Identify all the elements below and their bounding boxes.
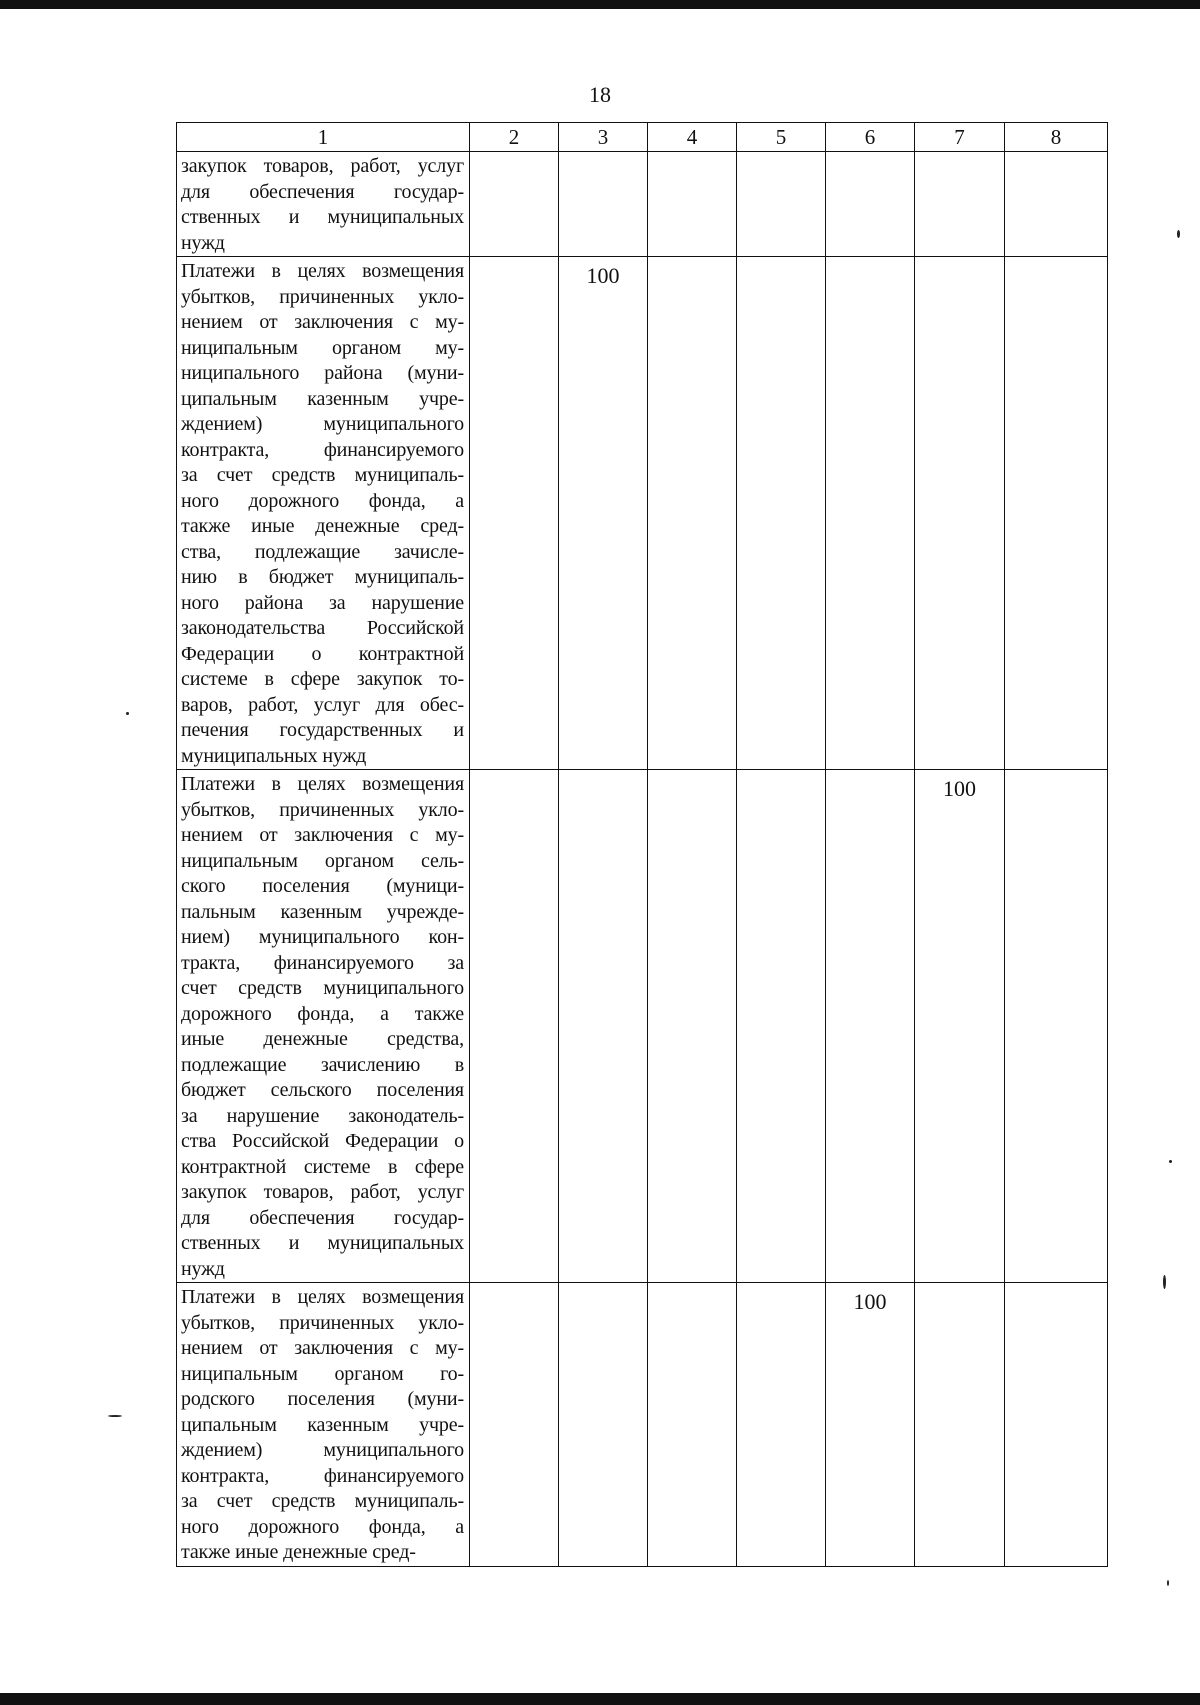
description-line: муниципальных нужд — [181, 744, 367, 767]
description-line: убытков, причиненных укло- — [181, 285, 464, 308]
value-cell: 100 — [826, 1283, 915, 1567]
description-line: для обеспечения государ- — [181, 180, 464, 203]
description-line: нужд — [181, 1257, 225, 1280]
page-number: 18 — [589, 82, 611, 107]
description-line: ципальным казенным учре- — [181, 387, 464, 410]
description-line: нением от заключения с му- — [181, 311, 464, 333]
description-line: для обеспечения государ- — [181, 1206, 464, 1229]
description-line: ственных и муниципальных — [181, 206, 464, 228]
value-cell — [737, 1283, 826, 1567]
description-line: системе в сфере закупок то- — [181, 668, 464, 690]
description-line: пальным казенным учрежде- — [181, 900, 464, 923]
description-line: закупок товаров, работ, услуг — [181, 1181, 464, 1203]
value-cell — [826, 257, 915, 770]
description-line: ниципального района (муни- — [181, 362, 464, 384]
value-cell — [470, 152, 559, 257]
table-row — [177, 1283, 1108, 1567]
description-line: ного района за нарушение — [181, 591, 464, 614]
value-cell — [1005, 257, 1108, 770]
column-header: 5 — [737, 123, 826, 152]
description-line: ниципальным органом го- — [181, 1362, 464, 1385]
description-line: ждением) муниципального — [181, 1439, 464, 1461]
description-line: нием) муниципального кон- — [181, 926, 464, 948]
description-line: ственных и муниципальных — [181, 1232, 464, 1254]
description-line: убытков, причиненных укло- — [181, 1311, 464, 1334]
value-cell — [1005, 1283, 1108, 1567]
description-line: законодательства Российской — [181, 617, 464, 639]
budget-allocation-table — [176, 122, 1108, 1567]
value-cell — [648, 152, 737, 257]
value-cell — [826, 152, 915, 257]
column-header: 6 — [826, 123, 915, 152]
value-cell — [1005, 770, 1108, 1283]
value-cell — [737, 770, 826, 1283]
scan-border-bottom — [0, 1693, 1200, 1705]
description-line: ного дорожного фонда, а — [181, 489, 464, 512]
row-description — [177, 152, 470, 257]
table-row — [177, 257, 1108, 770]
description-line: убытков, причиненных укло- — [181, 798, 464, 821]
description-line: закупок товаров, работ, услуг — [181, 155, 464, 177]
description-line: ского поселения (муници- — [181, 875, 464, 897]
row-description — [177, 257, 470, 770]
description-line: ства Российской Федерации о — [181, 1130, 464, 1152]
description-line: печения государственных и — [181, 719, 464, 741]
row-description — [177, 1283, 470, 1567]
description-line: подлежащие зачислению в — [181, 1053, 464, 1076]
description-line: нением от заключения с му- — [181, 824, 464, 846]
column-header: 4 — [648, 123, 737, 152]
description-line: ства, подлежащие зачисле- — [181, 540, 464, 563]
description-line: контракта, финансируемого — [181, 1464, 464, 1487]
table-row — [177, 152, 1108, 257]
value-cell — [915, 257, 1005, 770]
description-line: иные денежные средства, — [181, 1028, 464, 1050]
description-line: тракта, финансируемого за — [181, 951, 464, 974]
scan-border-top — [0, 0, 1200, 9]
value-cell — [648, 1283, 737, 1567]
column-header: 7 — [915, 123, 1005, 152]
column-header: 3 — [559, 123, 648, 152]
value-cell — [1005, 152, 1108, 257]
description-line: ждением) муниципального — [181, 413, 464, 435]
description-line: дорожного фонда, а также — [181, 1002, 464, 1025]
description-line: Платежи в целях возмещения — [181, 773, 464, 795]
description-line: ниципальным органом му- — [181, 336, 464, 359]
description-line: счет средств муниципального — [181, 977, 464, 999]
description-line: за нарушение законодатель- — [181, 1104, 464, 1127]
description-line: также иные денежные сред- — [181, 515, 464, 537]
column-number-row — [177, 123, 1108, 152]
table-row — [177, 770, 1108, 1283]
scan-speck — [126, 712, 129, 715]
value-cell — [737, 257, 826, 770]
value-cell — [470, 257, 559, 770]
value-cell — [915, 152, 1005, 257]
value-cell — [559, 152, 648, 257]
value-cell — [648, 770, 737, 1283]
scan-speck — [1169, 1160, 1172, 1163]
description-line: за счет средств муниципаль- — [181, 464, 464, 486]
description-line: бюджет сельского поселения — [181, 1079, 464, 1101]
description-line: нением от заключения с му- — [181, 1337, 464, 1359]
value-cell — [737, 152, 826, 257]
description-line: нужд — [181, 231, 225, 254]
description-line: контракта, финансируемого — [181, 438, 464, 461]
description-line: контрактной системе в сфере — [181, 1155, 464, 1178]
value-cell — [559, 770, 648, 1283]
value-cell: 100 — [915, 770, 1005, 1283]
scan-speck — [1167, 1580, 1169, 1586]
description-line: варов, работ, услуг для обес- — [181, 693, 464, 716]
value-cell — [470, 770, 559, 1283]
description-line: родского поселения (муни- — [181, 1388, 464, 1410]
description-line: за счет средств муниципаль- — [181, 1490, 464, 1512]
description-line: нию в бюджет муниципаль- — [181, 566, 464, 588]
description-line: Федерации о контрактной — [181, 642, 464, 665]
value-cell — [915, 1283, 1005, 1567]
column-header: 2 — [470, 123, 559, 152]
description-line: ципальным казенным учре- — [181, 1413, 464, 1436]
description-line: Платежи в целях возмещения — [181, 1286, 464, 1308]
scan-speck — [1163, 1275, 1166, 1289]
description-line: также иные денежные сред- — [181, 1541, 416, 1563]
column-header: 1 — [177, 123, 470, 152]
value-cell — [648, 257, 737, 770]
value-cell — [559, 1283, 648, 1567]
scan-speck — [1177, 230, 1180, 238]
description-line: ного дорожного фонда, а — [181, 1515, 464, 1538]
value-cell: 100 — [559, 257, 648, 770]
value-cell — [826, 770, 915, 1283]
column-header: 8 — [1005, 123, 1108, 152]
row-description — [177, 770, 470, 1283]
scan-speck — [108, 1415, 122, 1417]
value-cell — [470, 1283, 559, 1567]
description-line: ниципальным органом сель- — [181, 849, 464, 872]
description-line: Платежи в целях возмещения — [181, 260, 464, 282]
